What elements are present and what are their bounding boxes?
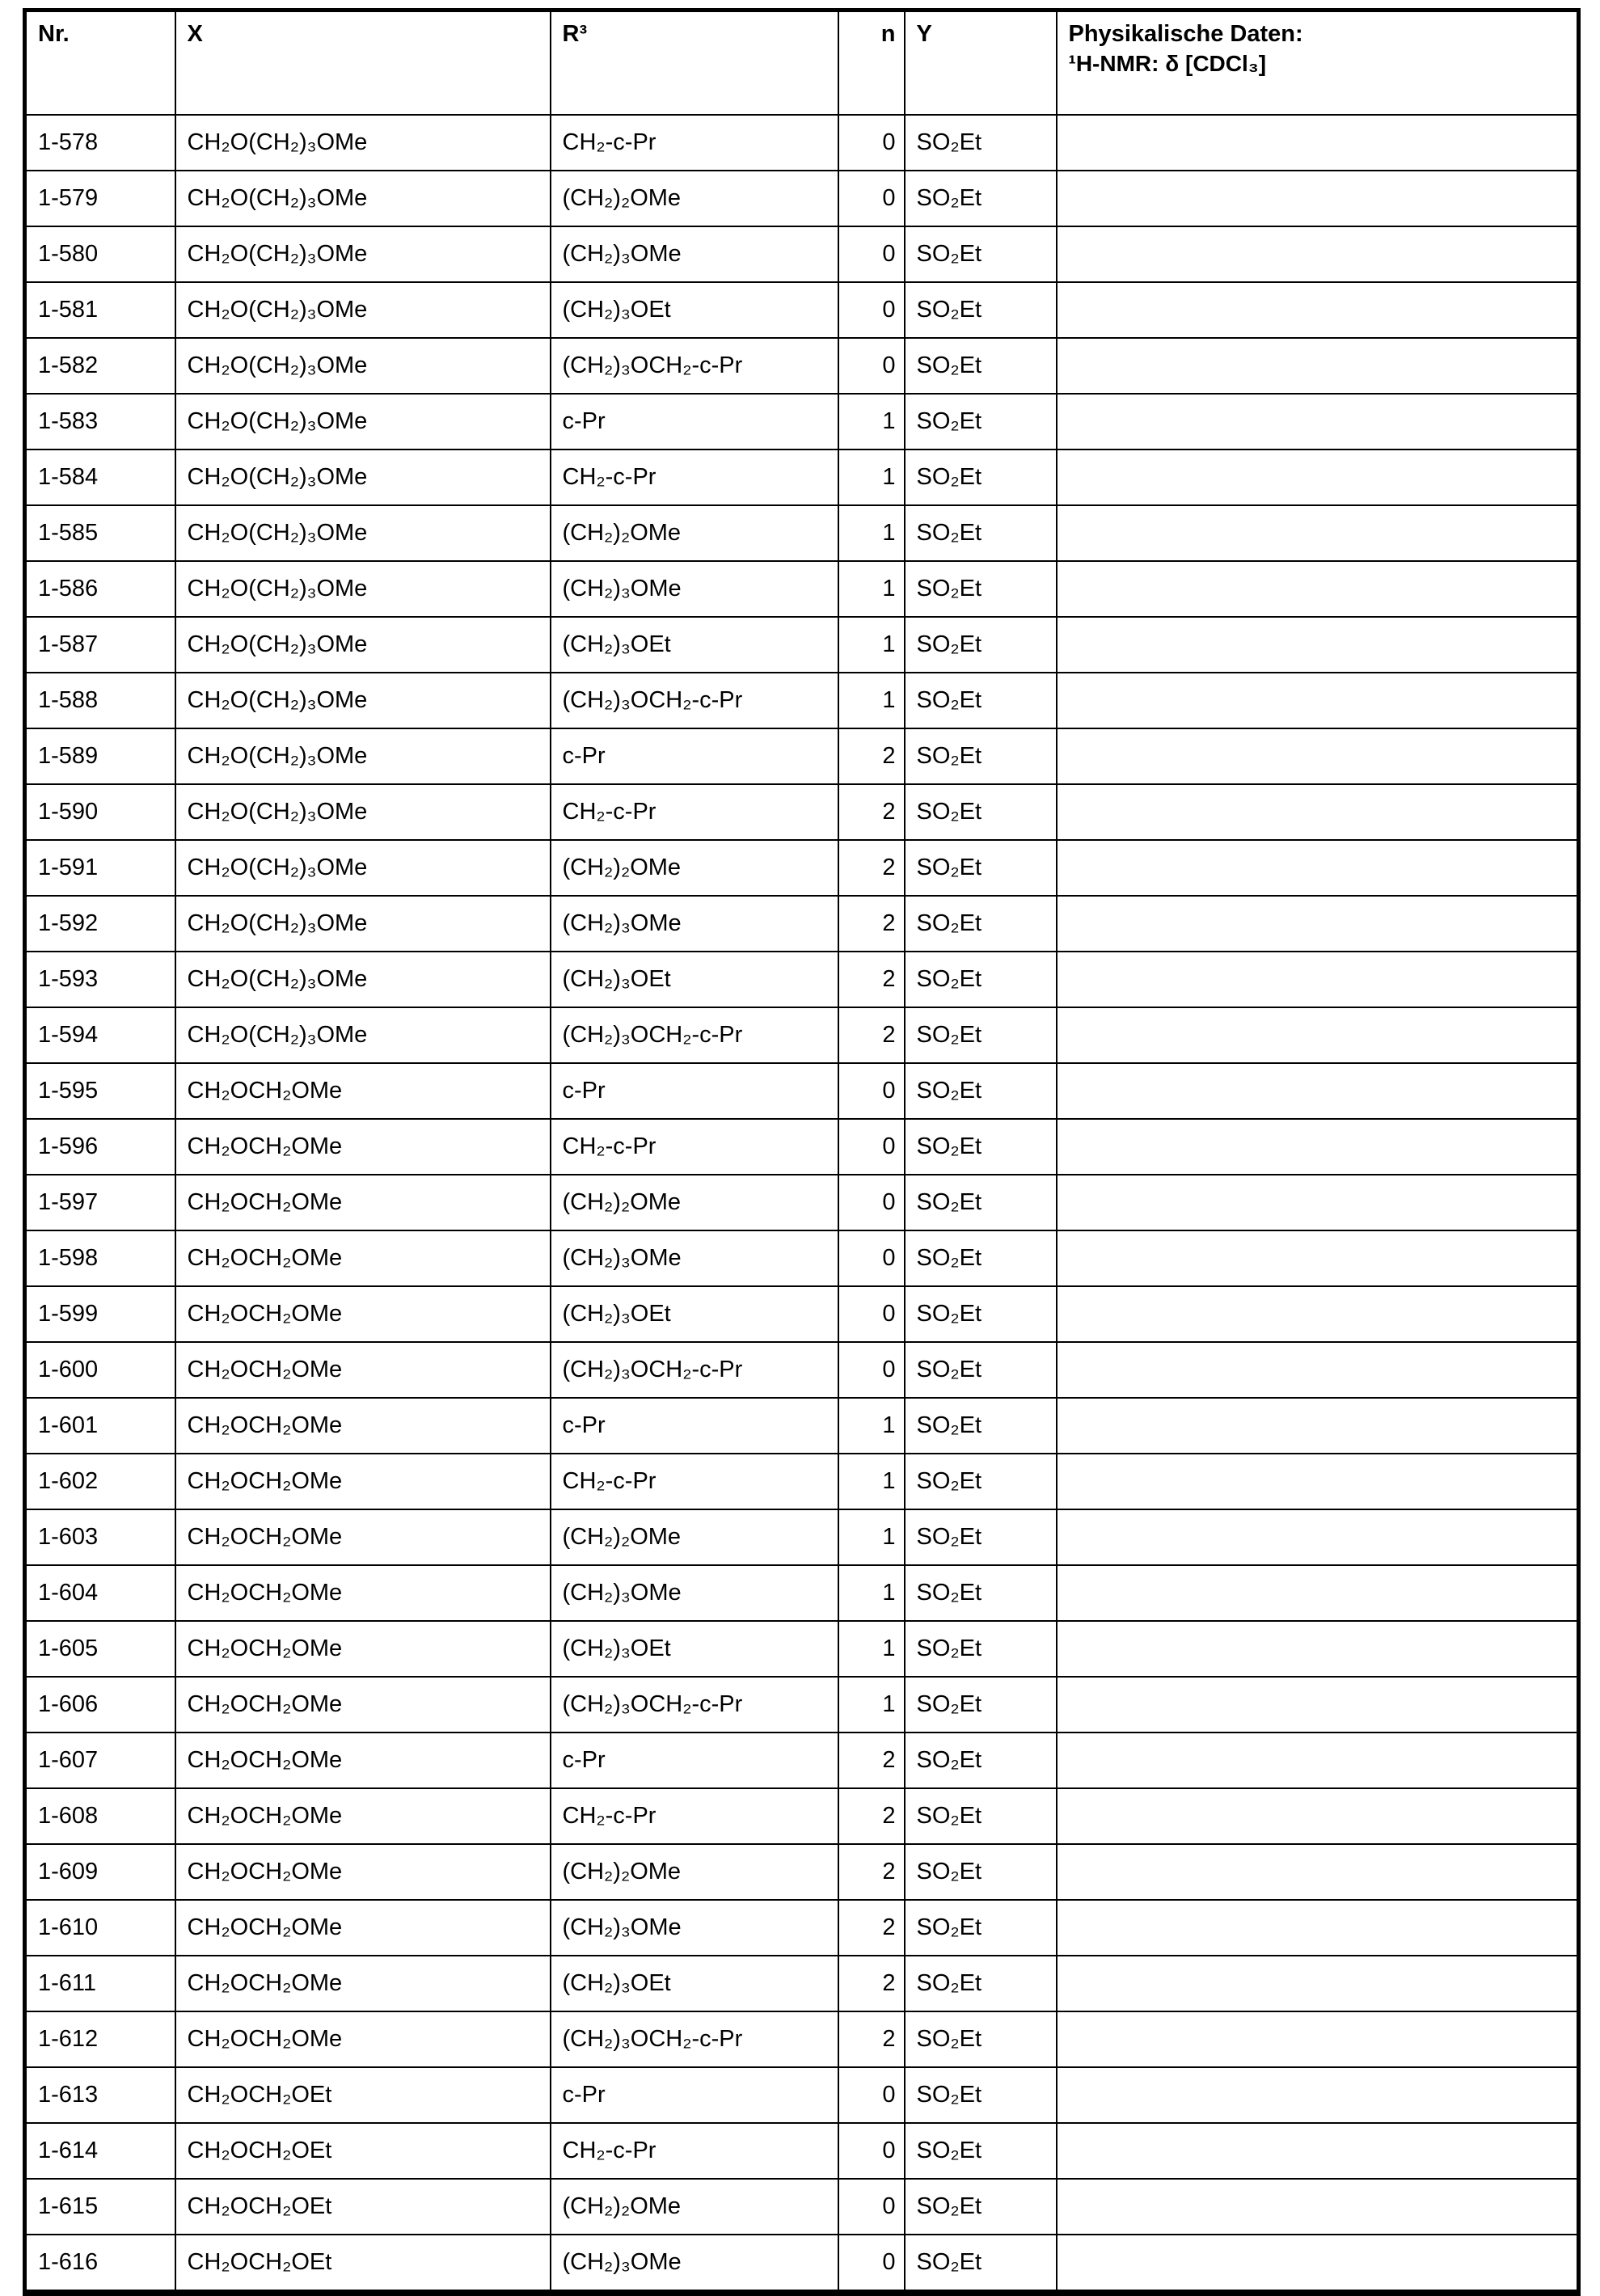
cell-y: SO₂Et [905, 561, 1057, 617]
cell-r3: (CH₂)₂OMe [551, 505, 838, 561]
table-row [25, 1175, 1579, 1230]
cell-phys [1057, 728, 1579, 784]
cell-x: CH₂O(CH₂)₃OMe [175, 449, 551, 505]
cell-x: CH₂OCH₂OMe [175, 1844, 551, 1900]
table-row [25, 728, 1579, 784]
cell-y: SO₂Et [905, 115, 1057, 171]
cell-phys [1057, 226, 1579, 282]
cell-r3: (CH₂)₃OCH₂-c-Pr [551, 1007, 838, 1063]
cell-n: 1 [838, 1565, 905, 1621]
cell-r3: (CH₂)₃OMe [551, 1900, 838, 1956]
cell-r3: CH₂-c-Pr [551, 784, 838, 840]
cell-y: SO₂Et [905, 1007, 1057, 1063]
cell-x: CH₂O(CH₂)₃OMe [175, 505, 551, 561]
table-row [25, 673, 1579, 728]
cell-n: 2 [838, 840, 905, 896]
table-row [25, 1286, 1579, 1342]
cell-n: 1 [838, 505, 905, 561]
cell-n: 2 [838, 896, 905, 952]
cell-n: 1 [838, 1677, 905, 1733]
cell-r3: (CH₂)₃OCH₂-c-Pr [551, 1677, 838, 1733]
table-row [25, 952, 1579, 1007]
cell-nr: 1-614 [25, 2123, 175, 2179]
cell-r3: (CH₂)₂OMe [551, 171, 838, 226]
table-row [25, 896, 1579, 952]
cell-y: SO₂Et [905, 840, 1057, 896]
cell-n: 0 [838, 282, 905, 338]
cell-y: SO₂Et [905, 2179, 1057, 2235]
cell-x: CH₂OCH₂OEt [175, 2179, 551, 2235]
cell-r3: c-Pr [551, 728, 838, 784]
cell-phys [1057, 784, 1579, 840]
cell-nr: 1-582 [25, 338, 175, 394]
cell-x: CH₂O(CH₂)₃OMe [175, 115, 551, 171]
cell-x: CH₂O(CH₂)₃OMe [175, 561, 551, 617]
cell-y: SO₂Et [905, 2235, 1057, 2293]
table-row [25, 1621, 1579, 1677]
cell-x: CH₂OCH₂OMe [175, 1398, 551, 1454]
cell-phys [1057, 1286, 1579, 1342]
cell-x: CH₂OCH₂OMe [175, 1509, 551, 1565]
cell-phys [1057, 673, 1579, 728]
table-row [25, 1063, 1579, 1119]
cell-r3: (CH₂)₃OEt [551, 617, 838, 673]
cell-n: 1 [838, 561, 905, 617]
cell-x: CH₂O(CH₂)₃OMe [175, 728, 551, 784]
cell-phys [1057, 2235, 1579, 2293]
table-row [25, 1509, 1579, 1565]
cell-nr: 1-583 [25, 394, 175, 449]
cell-n: 2 [838, 728, 905, 784]
table-row [25, 2179, 1579, 2235]
cell-r3: (CH₂)₃OEt [551, 1956, 838, 2011]
cell-n: 1 [838, 1509, 905, 1565]
cell-x: CH₂OCH₂OMe [175, 1956, 551, 2011]
cell-phys [1057, 896, 1579, 952]
cell-r3: c-Pr [551, 1733, 838, 1788]
table-row [25, 1342, 1579, 1398]
cell-phys [1057, 1788, 1579, 1844]
cell-nr: 1-581 [25, 282, 175, 338]
cell-nr: 1-593 [25, 952, 175, 1007]
table-row [25, 561, 1579, 617]
cell-y: SO₂Et [905, 1230, 1057, 1286]
cell-n: 0 [838, 1063, 905, 1119]
table-row [25, 394, 1579, 449]
cell-y: SO₂Et [905, 1286, 1057, 1342]
cell-x: CH₂O(CH₂)₃OMe [175, 896, 551, 952]
cell-r3: (CH₂)₃OMe [551, 896, 838, 952]
cell-phys [1057, 338, 1579, 394]
cell-y: SO₂Et [905, 1956, 1057, 2011]
cell-y: SO₂Et [905, 1844, 1057, 1900]
cell-r3: (CH₂)₂OMe [551, 840, 838, 896]
cell-y: SO₂Et [905, 1063, 1057, 1119]
cell-r3: (CH₂)₃OEt [551, 1621, 838, 1677]
cell-r3: (CH₂)₃OEt [551, 1286, 838, 1342]
cell-x: CH₂O(CH₂)₃OMe [175, 338, 551, 394]
cell-n: 0 [838, 1175, 905, 1230]
cell-nr: 1-610 [25, 1900, 175, 1956]
cell-n: 1 [838, 449, 905, 505]
cell-nr: 1-584 [25, 449, 175, 505]
cell-y: SO₂Et [905, 338, 1057, 394]
table-row [25, 1733, 1579, 1788]
table-row [25, 784, 1579, 840]
table-row [25, 1454, 1579, 1509]
cell-r3: (CH₂)₃OMe [551, 226, 838, 282]
cell-y: SO₂Et [905, 226, 1057, 282]
cell-nr: 1-616 [25, 2235, 175, 2293]
cell-phys [1057, 1119, 1579, 1175]
cell-n: 0 [838, 2235, 905, 2293]
cell-n: 2 [838, 952, 905, 1007]
cell-n: 1 [838, 394, 905, 449]
cell-nr: 1-609 [25, 1844, 175, 1900]
cell-nr: 1-594 [25, 1007, 175, 1063]
header-row [25, 11, 1579, 116]
table-row [25, 449, 1579, 505]
cell-x: CH₂OCH₂OMe [175, 1454, 551, 1509]
cell-phys [1057, 1007, 1579, 1063]
cell-phys [1057, 1565, 1579, 1621]
cell-y: SO₂Et [905, 2011, 1057, 2067]
cell-r3: (CH₂)₃OMe [551, 1565, 838, 1621]
cell-y: SO₂Et [905, 2067, 1057, 2123]
cell-nr: 1-601 [25, 1398, 175, 1454]
cell-phys [1057, 282, 1579, 338]
cell-n: 0 [838, 1342, 905, 1398]
cell-n: 2 [838, 1007, 905, 1063]
cell-n: 1 [838, 673, 905, 728]
cell-phys [1057, 1398, 1579, 1454]
cell-nr: 1-591 [25, 840, 175, 896]
table-row [25, 840, 1579, 896]
table-row [25, 115, 1579, 171]
cell-r3: CH₂-c-Pr [551, 1788, 838, 1844]
cell-y: SO₂Et [905, 505, 1057, 561]
cell-nr: 1-589 [25, 728, 175, 784]
cell-phys [1057, 952, 1579, 1007]
cell-y: SO₂Et [905, 1621, 1057, 1677]
cell-nr: 1-585 [25, 505, 175, 561]
cell-x: CH₂OCH₂OMe [175, 2011, 551, 2067]
col-header-n: n [838, 11, 905, 116]
cell-y: SO₂Et [905, 449, 1057, 505]
table-row [25, 1119, 1579, 1175]
cell-r3: (CH₂)₃OEt [551, 282, 838, 338]
table-row [25, 617, 1579, 673]
cell-phys [1057, 1677, 1579, 1733]
cell-nr: 1-598 [25, 1230, 175, 1286]
cell-n: 0 [838, 2067, 905, 2123]
cell-nr: 1-603 [25, 1509, 175, 1565]
cell-r3: (CH₂)₂OMe [551, 1844, 838, 1900]
cell-n: 1 [838, 1621, 905, 1677]
cell-nr: 1-590 [25, 784, 175, 840]
table-row [25, 2067, 1579, 2123]
cell-y: SO₂Et [905, 1565, 1057, 1621]
cell-nr: 1-615 [25, 2179, 175, 2235]
cell-phys [1057, 505, 1579, 561]
cell-phys [1057, 1621, 1579, 1677]
cell-phys [1057, 1956, 1579, 2011]
cell-r3: (CH₂)₃OEt [551, 952, 838, 1007]
table-row [25, 1900, 1579, 1956]
cell-nr: 1-587 [25, 617, 175, 673]
cell-nr: 1-599 [25, 1286, 175, 1342]
table-row [25, 282, 1579, 338]
cell-x: CH₂O(CH₂)₃OMe [175, 617, 551, 673]
cell-y: SO₂Et [905, 282, 1057, 338]
cell-r3: CH₂-c-Pr [551, 1454, 838, 1509]
cell-r3: (CH₂)₃OMe [551, 561, 838, 617]
cell-phys [1057, 449, 1579, 505]
table-row [25, 505, 1579, 561]
cell-n: 1 [838, 1398, 905, 1454]
cell-r3: (CH₂)₃OCH₂-c-Pr [551, 338, 838, 394]
cell-phys [1057, 561, 1579, 617]
cell-nr: 1-604 [25, 1565, 175, 1621]
cell-n: 2 [838, 1788, 905, 1844]
cell-n: 2 [838, 1956, 905, 2011]
cell-y: SO₂Et [905, 1788, 1057, 1844]
table-row [25, 226, 1579, 282]
cell-phys [1057, 2179, 1579, 2235]
cell-nr: 1-579 [25, 171, 175, 226]
table-row [25, 2011, 1579, 2067]
cell-phys [1057, 2067, 1579, 2123]
cell-phys [1057, 617, 1579, 673]
cell-r3: (CH₂)₃OMe [551, 2235, 838, 2293]
table-row [25, 171, 1579, 226]
cell-phys [1057, 1733, 1579, 1788]
cell-x: CH₂OCH₂OMe [175, 1342, 551, 1398]
cell-y: SO₂Et [905, 1454, 1057, 1509]
cell-x: CH₂O(CH₂)₃OMe [175, 394, 551, 449]
cell-x: CH₂OCH₂OEt [175, 2067, 551, 2123]
cell-nr: 1-586 [25, 561, 175, 617]
cell-x: CH₂OCH₂OMe [175, 1063, 551, 1119]
cell-x: CH₂O(CH₂)₃OMe [175, 171, 551, 226]
cell-y: SO₂Et [905, 1677, 1057, 1733]
cell-y: SO₂Et [905, 1119, 1057, 1175]
cell-y: SO₂Et [905, 1509, 1057, 1565]
col-header-nr: Nr. [25, 11, 175, 116]
cell-n: 1 [838, 1454, 905, 1509]
table-row [25, 2235, 1579, 2293]
cell-nr: 1-602 [25, 1454, 175, 1509]
cell-x: CH₂OCH₂OEt [175, 2123, 551, 2179]
phys-header-title: Physikalische Daten: [1068, 21, 1303, 47]
table-row [25, 1007, 1579, 1063]
cell-nr: 1-607 [25, 1733, 175, 1788]
cell-y: SO₂Et [905, 2123, 1057, 2179]
cell-n: 0 [838, 1119, 905, 1175]
cell-nr: 1-588 [25, 673, 175, 728]
cell-nr: 1-611 [25, 1956, 175, 2011]
cell-nr: 1-605 [25, 1621, 175, 1677]
cell-x: CH₂O(CH₂)₃OMe [175, 840, 551, 896]
cell-nr: 1-608 [25, 1788, 175, 1844]
cell-y: SO₂Et [905, 728, 1057, 784]
cell-y: SO₂Et [905, 394, 1057, 449]
cell-r3: (CH₂)₃OCH₂-c-Pr [551, 1342, 838, 1398]
col-header-phys [1057, 11, 1579, 116]
cell-nr: 1-592 [25, 896, 175, 952]
cell-x: CH₂OCH₂OMe [175, 1175, 551, 1230]
cell-nr: 1-597 [25, 1175, 175, 1230]
cell-y: SO₂Et [905, 171, 1057, 226]
cell-n: 0 [838, 115, 905, 171]
cell-r3: (CH₂)₃OCH₂-c-Pr [551, 673, 838, 728]
cell-n: 2 [838, 784, 905, 840]
table-row [25, 1565, 1579, 1621]
cell-n: 0 [838, 2179, 905, 2235]
cell-n: 0 [838, 171, 905, 226]
cell-r3: (CH₂)₂OMe [551, 2179, 838, 2235]
cell-r3: c-Pr [551, 2067, 838, 2123]
cell-x: CH₂O(CH₂)₃OMe [175, 226, 551, 282]
cell-nr: 1-613 [25, 2067, 175, 2123]
cell-n: 0 [838, 338, 905, 394]
cell-n: 2 [838, 1844, 905, 1900]
cell-nr: 1-595 [25, 1063, 175, 1119]
table-row [25, 1788, 1579, 1844]
compound-table [23, 8, 1581, 2296]
cell-phys [1057, 1063, 1579, 1119]
table-row [25, 1677, 1579, 1733]
cell-r3: c-Pr [551, 1398, 838, 1454]
cell-phys [1057, 1230, 1579, 1286]
cell-r3: (CH₂)₂OMe [551, 1509, 838, 1565]
cell-nr: 1-606 [25, 1677, 175, 1733]
table-row [25, 2123, 1579, 2179]
cell-phys [1057, 2123, 1579, 2179]
cell-n: 1 [838, 617, 905, 673]
cell-y: SO₂Et [905, 1398, 1057, 1454]
cell-r3: CH₂-c-Pr [551, 1119, 838, 1175]
cell-phys [1057, 840, 1579, 896]
cell-nr: 1-578 [25, 115, 175, 171]
cell-phys [1057, 2011, 1579, 2067]
cell-x: CH₂OCH₂OMe [175, 1230, 551, 1286]
cell-phys [1057, 1509, 1579, 1565]
cell-phys [1057, 115, 1579, 171]
cell-x: CH₂OCH₂OMe [175, 1286, 551, 1342]
cell-x: CH₂OCH₂OMe [175, 1119, 551, 1175]
cell-r3: c-Pr [551, 1063, 838, 1119]
col-header-y: Y [905, 11, 1057, 116]
table-body [25, 115, 1579, 2293]
cell-n: 0 [838, 226, 905, 282]
cell-nr: 1-596 [25, 1119, 175, 1175]
cell-y: SO₂Et [905, 896, 1057, 952]
cell-x: CH₂OCH₂OMe [175, 1900, 551, 1956]
table-row [25, 1398, 1579, 1454]
cell-x: CH₂O(CH₂)₃OMe [175, 952, 551, 1007]
cell-n: 2 [838, 1733, 905, 1788]
cell-x: CH₂OCH₂OMe [175, 1677, 551, 1733]
cell-x: CH₂O(CH₂)₃OMe [175, 282, 551, 338]
cell-x: CH₂O(CH₂)₃OMe [175, 673, 551, 728]
cell-x: CH₂OCH₂OMe [175, 1565, 551, 1621]
cell-r3: c-Pr [551, 394, 838, 449]
cell-y: SO₂Et [905, 952, 1057, 1007]
cell-y: SO₂Et [905, 1342, 1057, 1398]
phys-header-subtitle: ¹H-NMR: δ [CDCl₃] [1068, 50, 1267, 76]
cell-y: SO₂Et [905, 1733, 1057, 1788]
cell-n: 2 [838, 2011, 905, 2067]
cell-y: SO₂Et [905, 1175, 1057, 1230]
cell-x: CH₂OCH₂OMe [175, 1788, 551, 1844]
table-row [25, 1844, 1579, 1900]
cell-r3: CH₂-c-Pr [551, 449, 838, 505]
cell-x: CH₂O(CH₂)₃OMe [175, 1007, 551, 1063]
cell-phys [1057, 394, 1579, 449]
cell-y: SO₂Et [905, 673, 1057, 728]
cell-phys [1057, 1844, 1579, 1900]
col-header-x: X [175, 11, 551, 116]
cell-phys [1057, 1900, 1579, 1956]
cell-phys [1057, 1454, 1579, 1509]
cell-r3: (CH₂)₃OMe [551, 1230, 838, 1286]
cell-r3: (CH₂)₃OCH₂-c-Pr [551, 2011, 838, 2067]
cell-n: 0 [838, 1230, 905, 1286]
cell-phys [1057, 1175, 1579, 1230]
cell-n: 0 [838, 2123, 905, 2179]
cell-y: SO₂Et [905, 784, 1057, 840]
cell-r3: CH₂-c-Pr [551, 115, 838, 171]
table-row [25, 1956, 1579, 2011]
cell-nr: 1-600 [25, 1342, 175, 1398]
cell-r3: CH₂-c-Pr [551, 2123, 838, 2179]
cell-n: 2 [838, 1900, 905, 1956]
cell-y: SO₂Et [905, 1900, 1057, 1956]
cell-nr: 1-612 [25, 2011, 175, 2067]
table-row [25, 338, 1579, 394]
cell-phys [1057, 171, 1579, 226]
cell-x: CH₂O(CH₂)₃OMe [175, 784, 551, 840]
cell-x: CH₂OCH₂OEt [175, 2235, 551, 2293]
table-row [25, 1230, 1579, 1286]
col-header-r3: R³ [551, 11, 838, 116]
cell-nr: 1-580 [25, 226, 175, 282]
cell-y: SO₂Et [905, 617, 1057, 673]
cell-r3: (CH₂)₂OMe [551, 1175, 838, 1230]
cell-n: 0 [838, 1286, 905, 1342]
cell-x: CH₂OCH₂OMe [175, 1621, 551, 1677]
cell-x: CH₂OCH₂OMe [175, 1733, 551, 1788]
cell-phys [1057, 1342, 1579, 1398]
